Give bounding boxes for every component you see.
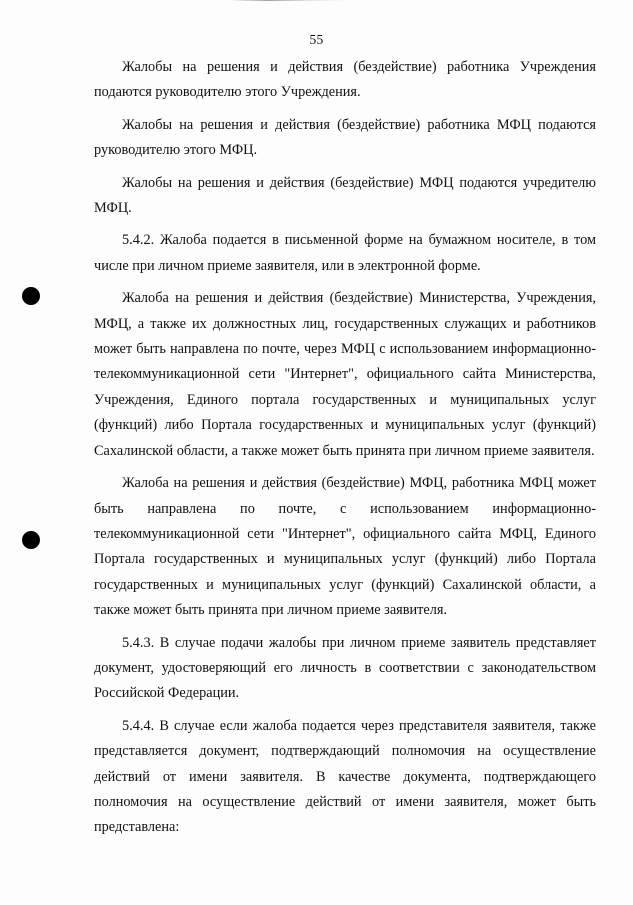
binder-hole-top	[22, 287, 40, 305]
paragraph-5-4-4: 5.4.4. В случае если жалоба подается через представителя заявителя, также представляется документ, подтверждающий полномочия на осуществление действий от имени заявителя. В качестве документа, подтверждающего полномочия на осуществление действий от имени заявителя, может быть представлена:	[94, 717, 596, 836]
paragraph-complaint-mfc: Жалобы на решения и действия (бездействие) МФЦ подаются учредителю МФЦ.	[94, 174, 596, 217]
paragraph-complaint-mfc-channels: Жалоба на решения и действия (бездействие) МФЦ, работника МФЦ может быть направлена по почте, с использованием информационно-телекоммуникационной сети "Интернет", официального сайта МФЦ, Единого Портала государственных и муниципальных услуг (функций) либо Портала государственных и муниципальных услуг (функций) Сахалинской области, а также может быть принята при личном приеме заявителя.	[94, 475, 596, 619]
paragraph-5-4-3: 5.4.3. В случае подачи жалобы при личном приеме заявитель представляет документ, удостоверяющий его личность в соответствии с законодательством Российской Федерации.	[94, 634, 596, 702]
paragraph-complaint-institution-employee: Жалобы на решения и действия (бездействие) работника Учреждения подаются руководителю этого Учреждения.	[94, 59, 596, 101]
scan-artifact-line	[228, 0, 348, 1]
paragraph-5-4-2: 5.4.2. Жалоба подается в письменной форме на бумажном носителе, в том числе при личном приеме заявителя, или в электронной форме.	[94, 232, 596, 274]
paragraph-complaint-mfc-employee: Жалобы на решения и действия (бездействие) работника МФЦ подаются руководителю этого МФЦ.	[94, 116, 596, 159]
binder-hole-bottom	[22, 531, 40, 549]
page-number: 55	[309, 32, 324, 47]
document-body	[94, 55, 596, 848]
paragraph-complaint-ministry-channels: Жалоба на решения и действия (бездействие) Министерства, Учреждения, МФЦ, а также их должностных лиц, государственных служащих и работников может быть направлена по почте, через МФЦ с использованием информационно-телекоммуникационной сети "Интернет", официального сайта Министерства, Учреждения, Единого портала государственных и муниципальных услуг (функций) либо Портала государственных и муниципальных услуг (функций) Сахалинской области, а также может быть принята при личном приеме заявителя.	[94, 290, 596, 459]
